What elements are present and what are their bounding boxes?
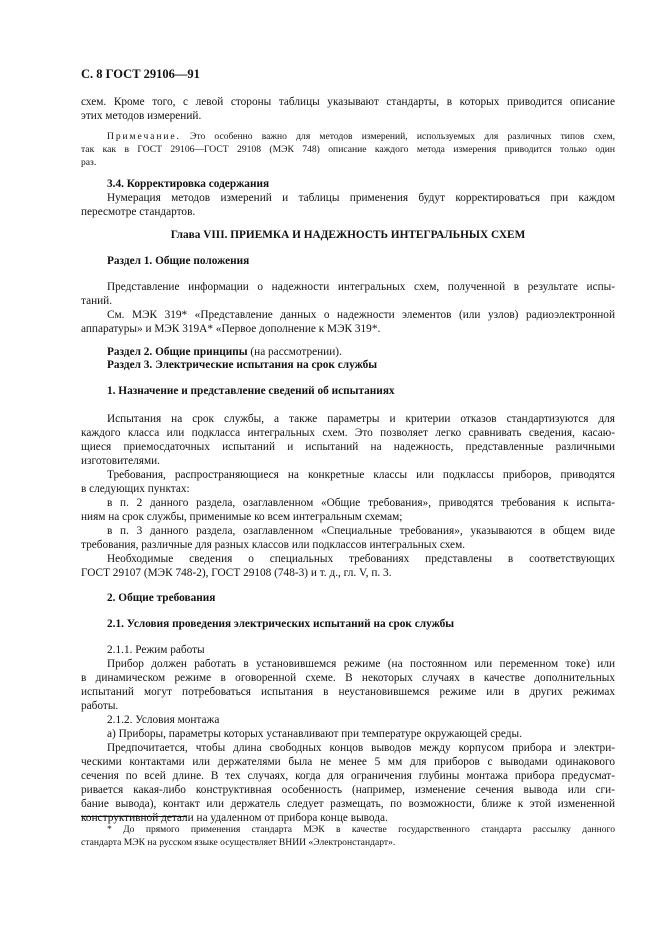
heading-suffix: (на рассмотрении).	[247, 346, 342, 358]
section-heading: Раздел 1. Общие положения	[107, 255, 250, 267]
footnote-rule	[81, 816, 187, 817]
paragraph-line: таний.	[81, 295, 113, 307]
note-label: Примечание.	[107, 131, 181, 142]
section-heading: 2.1. Условия проведения электрических испытаний на срок службы	[107, 618, 455, 630]
paragraph-line: Нумерация методов измерений и таблицы применения будут корректироваться при каждом	[107, 192, 615, 204]
running-head: С. 8 ГОСТ 29106—91	[81, 67, 200, 81]
paragraph-line: ниям на срок службы, применимые ко всем интегральным схемам;	[81, 511, 403, 523]
paragraph-line: требования, различные для разных классов или подклассов интегральных схем.	[81, 539, 466, 551]
paragraph-line: испытаний могут потребоваться испытания в неустановившемся режиме или в других режимах	[81, 686, 615, 698]
paragraph-line: Предпочитается, чтобы длина свободных концов выводов между корпусом прибора и электри-	[107, 742, 615, 754]
list-item: а) Приборы, параметры которых устанавливают при температуре окружающей среды.	[107, 728, 522, 740]
paragraph-line: изготовителями.	[81, 455, 160, 467]
subsection-heading: 2.1.2. Условия монтажа	[107, 714, 220, 726]
paragraph-line: в п. 3 данного раздела, озаглавленном «Специальные требования», указываются в общем виде	[107, 525, 615, 537]
paragraph-line: Необходимые сведения о специальных требованиях представлены в соответствующих	[107, 553, 615, 565]
paragraph-line: пересмотре стандартов.	[81, 206, 196, 218]
section-heading: 1. Назначение и представление сведений об испытаниях	[107, 385, 395, 397]
paragraph-line: схем. Кроме того, с левой стороны таблицы указывают стандарты, в которых приводится описание	[81, 96, 615, 108]
paragraph-line: в следующих пунктах:	[81, 483, 190, 495]
paragraph-line: бание вывода), контакт или держатель следует размещать, по возможности, ближе к этой измененной	[81, 798, 615, 810]
note-line: раз.	[81, 157, 97, 168]
paragraph-line: в п. 2 данного раздела, озаглавленном «Общие требования», приводятся требования к испыта-	[107, 497, 615, 509]
paragraph-line: Прибор должен работать в установившемся режиме (на постоянном или переменном токе) или	[107, 658, 615, 670]
paragraph-line: ГОСТ 29107 (МЭК 748-2), ГОСТ 29108 (748-3) и т. д., гл. V, п. 3.	[81, 567, 392, 579]
paragraph-line: аппаратуры» и МЭК 319А* «Первое дополнение к МЭК 319*.	[81, 323, 381, 335]
paragraph-line: Представление информации о надежности интегральных схем, полученной в результате испы-	[107, 281, 615, 293]
paragraph-line: См. МЭК 319* «Представление данных о надежности элементов (или узлов) радиоэлектронной	[107, 309, 615, 321]
section-heading: Раздел 3. Электрические испытания на срок службы	[107, 359, 378, 371]
paragraph-line: каждого класса или подкласса интегральных схем. Это позволяет легко сравнивать сведения, касаю-	[81, 427, 615, 439]
footnote-line: стандарта МЭК на русском языке осуществляет ВНИИ «Электронстандарт».	[81, 837, 396, 848]
paragraph-line: работы.	[81, 700, 119, 712]
section-heading: Раздел 2. Общие принципы	[107, 346, 248, 358]
subsection-heading: 2.1.1. Режим работы	[107, 644, 205, 656]
note-text: Это особенно важно для методов измерений, используемых для различных типов схем,	[190, 131, 615, 142]
note-line	[107, 130, 615, 144]
section-heading-line	[107, 345, 615, 359]
paragraph-line: в динамическом режиме в оговоренной схеме. В некоторых случаях в качестве дополнительных	[81, 672, 615, 684]
paragraph-line: конструктивной детали на удаленном от прибора конце вывода.	[81, 812, 388, 824]
paragraph-line: щиеся приемосдаточных испытаний и испытаний на надежность, представленные различными	[81, 441, 615, 453]
paragraph-line: этих методов измерений.	[81, 110, 202, 122]
note-line: так как в ГОСТ 29106—ГОСТ 29108 (МЭК 748) описание каждого метода измерения приводится только один	[81, 144, 615, 155]
paragraph-line: сечения по всей длине. В тех случаях, когда для ограничения глубины монтажа прибора предусмат-	[81, 770, 615, 782]
paragraph-line: ривается какая-либо конструктивная особенность (например, изменение сечения вывода или сги-	[81, 784, 615, 796]
section-heading: 2. Общие требования	[107, 592, 216, 604]
paragraph-line: Требования, распространяющиеся на конкретные классы или подклассы приборов, приводятся	[107, 469, 615, 481]
section-heading: 3.4. Корректировка содержания	[107, 178, 270, 190]
footnote-line: * До прямого применения стандарта МЭК в качестве государственного стандарта рассылку данного	[107, 824, 615, 835]
paragraph-line: ческими контактами или держателями была не менее 5 мм для приборов с выводами одинакового	[81, 756, 615, 768]
chapter-title: Глава VIII. ПРИЕМКА И НАДЕЖНОСТЬ ИНТЕГРАЛЬНЫХ СХЕМ	[170, 229, 526, 241]
paragraph-line: Испытания на срок службы, а также параметры и критерии отказов стандартизуются для	[107, 413, 615, 425]
